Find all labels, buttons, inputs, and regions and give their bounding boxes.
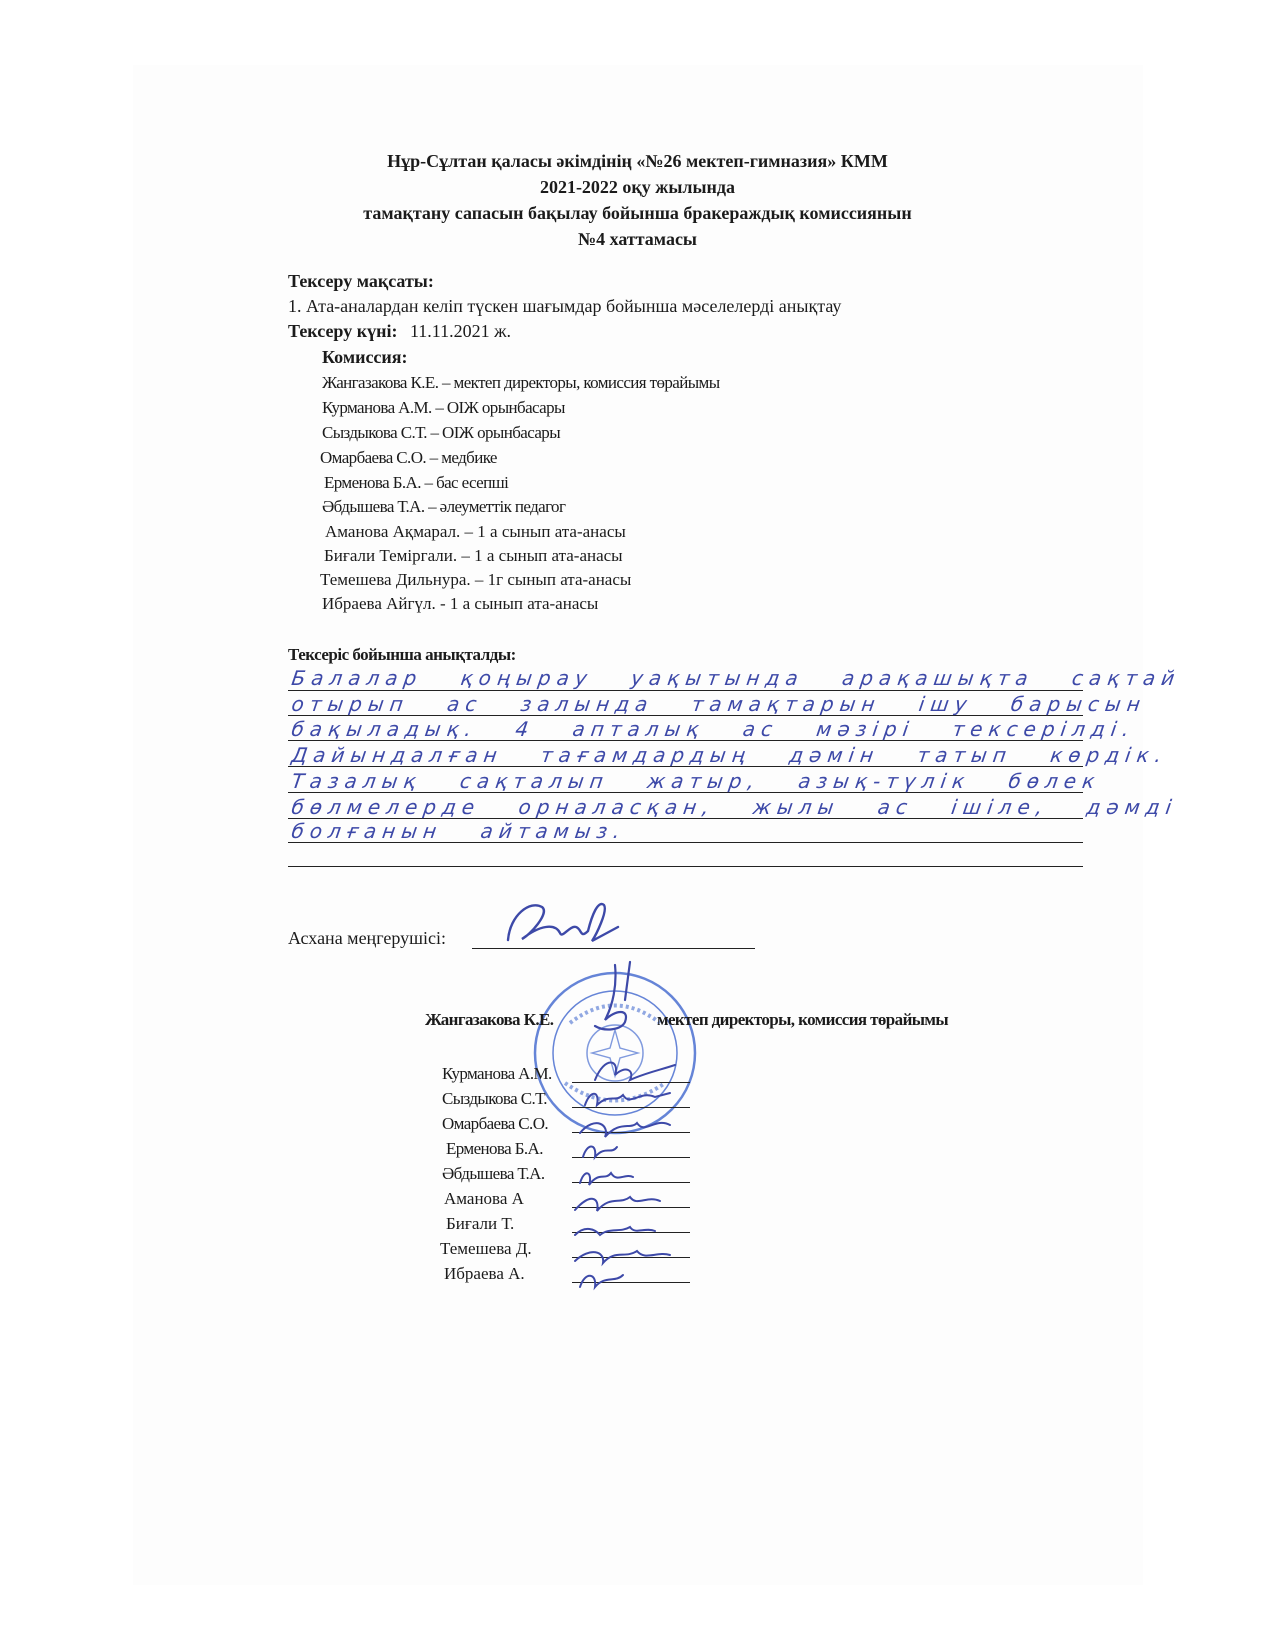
commission-member: Әбдышева Т.А. – әлеуметтік педагог (322, 497, 566, 516)
commission-member: Омарбаева С.О. – медбике (320, 448, 497, 467)
handwritten-finding: бөлмелерде орналасқан, жылы ас ішіле, дәмді (290, 795, 1179, 819)
header-line-3: тамақтану сапасын бақылау бойынша бракераждық комиссиянын (363, 203, 912, 223)
signatory-name: Темешева Д. (440, 1239, 532, 1258)
signatory-name: Әбдышева Т.А. (442, 1164, 545, 1183)
header-line-4: №4 хаттамасы (578, 229, 697, 249)
commission-member: Темешева Дильнура. – 1г сынып ата-анасы (320, 570, 632, 589)
handwritten-finding: бақыладық. 4 апталық ас мәзірі тексерілді. (290, 717, 1137, 741)
signatories-handwritten-signatures (575, 1045, 715, 1295)
header-line-1: Нұр-Сұлтан қаласы әкімдінің «№26 мектеп-гимназия» КММ (387, 151, 888, 171)
signatory-name: Ибраева А. (444, 1264, 525, 1283)
check-date-label: Тексеру күні: (288, 321, 398, 341)
chair-name: Жангазакова К.Е. (425, 1010, 554, 1029)
chair-signature (585, 960, 655, 1045)
commission-member: Биғали Теміргали. – 1 а сынып ата-анасы (324, 546, 623, 565)
signatory-name: Омарбаева С.О. (442, 1114, 549, 1133)
handwritten-finding: Балалар қоңырау уақытында арақашықта сақтай (290, 666, 1183, 690)
handwritten-finding: болғанын айтамыз. (290, 819, 628, 843)
canteen-head-signature (500, 895, 630, 960)
canteen-head-label: Асхана меңгерушісі: (288, 928, 446, 948)
handwritten-finding: отырып ас залында тамақтарын ішу барысын (290, 692, 1148, 716)
handwritten-finding: Тазалық сақталып жатыр, азық-түлік бөлек (290, 769, 1103, 793)
commission-member: Ерменова Б.А. – бас есепші (324, 473, 509, 492)
chair-role: мектеп директоры, комиссия төрайымы (657, 1010, 949, 1029)
findings-heading: Тексеріс бойынша анықталды: (288, 645, 516, 664)
commission-member: Сыздыкова С.Т. – ОІЖ орынбасары (322, 423, 561, 442)
signatory-name: Аманова А (444, 1189, 524, 1208)
handwritten-finding: Дайындалған тағамдардың дәмін татып көрдік. (290, 743, 1169, 767)
document-header (0, 148, 1275, 252)
commission-member: Аманова Ақмарал. – 1 а сынып ата-анасы (325, 522, 626, 541)
commission-member: Жангазакова К.Е. – мектеп директоры, комиссия төрайымы (322, 373, 720, 392)
commission-heading: Комиссия: (322, 347, 408, 367)
header-line-2: 2021-2022 оқу жылында (539, 177, 736, 197)
signatory-name: Биғали Т. (446, 1214, 515, 1233)
ruled-line (288, 866, 1083, 867)
commission-member: Ибраева Айгүл. - 1 а сынып ата-анасы (322, 594, 599, 613)
signatory-name: Ерменова Б.А. (446, 1139, 543, 1158)
check-date-value: 11.11.2021 ж. (409, 321, 512, 341)
purpose-item: 1. Ата-аналардан келіп түскен шағымдар бойынша мәселелерді анықтау (288, 296, 842, 316)
check-date (288, 321, 511, 342)
ruled-line (288, 690, 1083, 691)
signatory-name: Курманова А.М. (442, 1064, 552, 1083)
signatory-name: Сыздыкова С.Т. (442, 1089, 547, 1108)
purpose-heading: Тексеру мақсаты: (288, 271, 434, 291)
commission-member: Курманова А.М. – ОІЖ орынбасары (322, 398, 565, 417)
